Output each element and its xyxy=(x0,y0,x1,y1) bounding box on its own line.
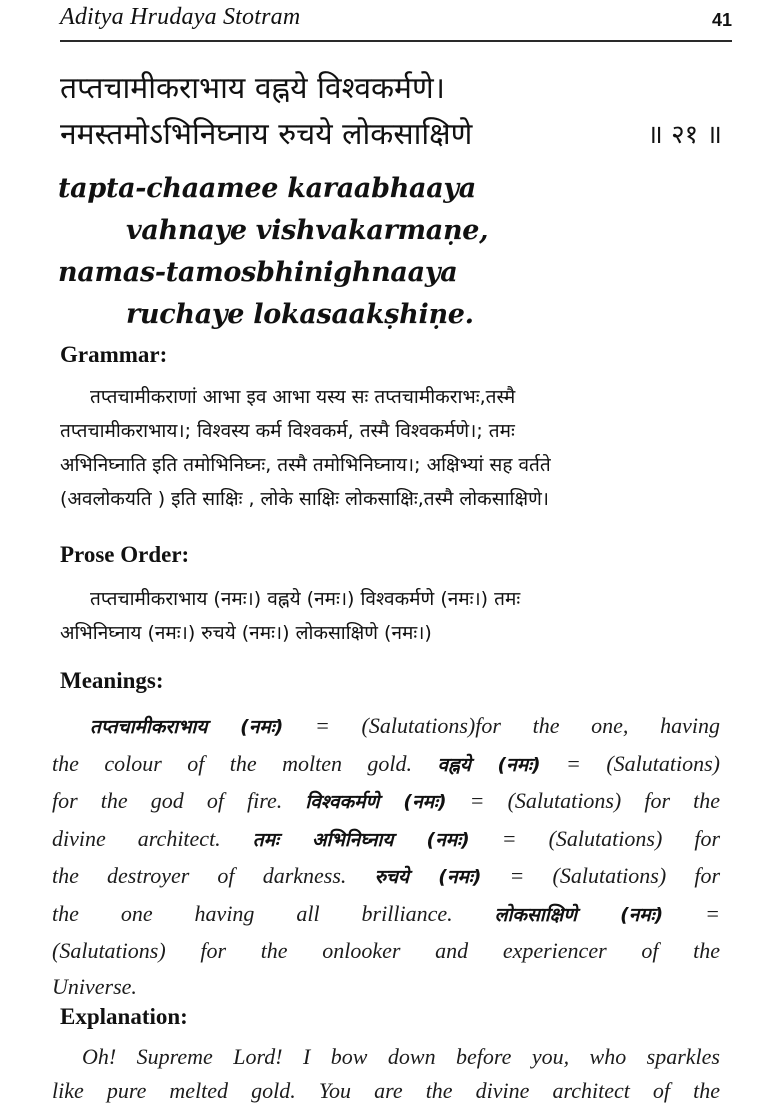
grammar-heading: Grammar: xyxy=(60,342,168,367)
explanation-line: like pure melted gold. You are the divine architect of the xyxy=(52,1078,720,1103)
grammar-line: अभिनिघ्नाति इति तमोभिनिघ्नः, तस्मै तमोभिनिघ्नाय।; अक्षिभ्यां सह वर्तते xyxy=(60,454,551,476)
meaning-text: = (Salutations) for xyxy=(469,825,720,851)
running-head xyxy=(60,2,732,40)
meanings-body xyxy=(52,708,720,1004)
prose-order-line: अभिनिघ्नाय (नमः।) रुचये (नमः।) लोकसाक्षिणे (नमः।) xyxy=(60,622,432,644)
meaning-text: = xyxy=(663,900,720,926)
verse-devanagari xyxy=(60,66,732,158)
meaning-text: the one having all brilliance. xyxy=(52,900,495,926)
meaning-line xyxy=(52,708,720,746)
meaning-text: the colour of the molten gold. xyxy=(52,750,438,776)
sanskrit-term: तमः अभिनिघ्नाय (नमः) xyxy=(252,828,470,851)
meaning-text: for the god of fire. xyxy=(52,788,306,813)
sanskrit-term: तप्तचामीकराभाय (नमः) xyxy=(90,716,284,738)
translit-line: vahnaye vishvakarmaṇe, xyxy=(126,215,489,246)
running-title: Aditya Hrudaya Stotram xyxy=(60,4,301,30)
grammar-line: तप्तचामीकराभाय।; विश्वस्य कर्म विश्वकर्म, तस्मै विश्वकर्मणे।; तमः xyxy=(60,420,515,442)
header-rule xyxy=(60,40,732,42)
meaning-text: = (Salutations) for xyxy=(481,863,721,888)
meanings-heading: Meanings: xyxy=(60,668,164,693)
explanation-heading: Explanation: xyxy=(60,1004,188,1029)
meaning-text: the destroyer of darkness. xyxy=(52,863,375,888)
meaning-text: = (Salutations) for the xyxy=(446,788,721,813)
verse-line-text: नमस्तमोऽभिनिघ्नाय रुचये लोकसाक्षिणे xyxy=(60,117,473,152)
meaning-line: (Salutations) for the onlooker and experiencer of the xyxy=(52,938,720,963)
grammar-line: (अवलोकयति ) इति साक्षिः , लोके साक्षिः लोकसाक्षिः,तस्मै लोकसाक्षिणे। xyxy=(60,488,550,510)
prose-order-heading: Prose Order: xyxy=(60,542,190,567)
meaning-text: divine architect. xyxy=(52,825,253,851)
verse-number: ॥ २१ ॥ xyxy=(647,120,722,150)
explanation-body xyxy=(52,1040,720,1108)
prose-order-body xyxy=(60,582,724,650)
sanskrit-term: रुचये (नमः) xyxy=(374,866,482,888)
meaning-line xyxy=(52,821,720,859)
sanskrit-term: विश्वकर्मणे (नमः) xyxy=(305,791,447,813)
meaning-line xyxy=(52,783,720,821)
sanskrit-term: लोकसाक्षिणे (नमः) xyxy=(494,903,664,926)
explanation-line: Oh! Supreme Lord! I bow down before you, who sparkles xyxy=(82,1044,720,1069)
verse-line xyxy=(60,112,732,158)
meaning-text: = (Salutations) xyxy=(540,750,721,776)
prose-order-line: तप्तचामीकराभाय (नमः।) वह्नये (नमः।) विश्वकर्मणे (नमः।) तमः xyxy=(90,588,521,610)
verse-line: तप्तचामीकराभाय वह्नये विश्वकर्मणे। xyxy=(60,71,446,106)
translit-line: ruchaye lokasaakṣhiṇe. xyxy=(126,299,474,330)
meaning-line xyxy=(52,746,720,784)
meaning-line xyxy=(52,858,720,896)
verse-transliteration xyxy=(58,168,730,336)
translit-line: tapta-chaamee karaabhaaya xyxy=(58,173,477,204)
grammar-line: तप्तचामीकराणां आभा इव आभा यस्य सः तप्तचामीकराभः,तस्मै xyxy=(90,386,516,408)
translit-line: namas-tamosbhinighnaaya xyxy=(58,257,458,288)
grammar-body xyxy=(60,380,724,516)
meaning-text: = (Salutations)for the one, having xyxy=(283,713,721,738)
sanskrit-term: वह्नये (नमः) xyxy=(437,753,541,776)
meaning-line xyxy=(52,896,720,934)
meaning-line: Universe. xyxy=(52,973,137,999)
page-number: 41 xyxy=(711,10,732,30)
